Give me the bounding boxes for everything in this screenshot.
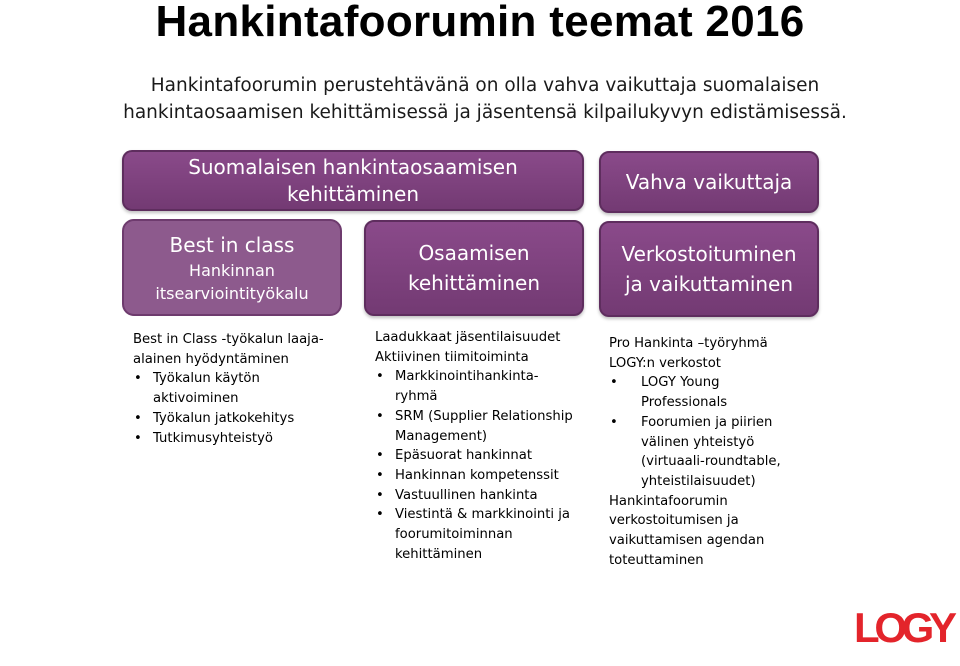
- list-item: • Vastuullinen hankinta: [375, 486, 595, 506]
- box-text-line-2: kehittäminen: [286, 181, 420, 206]
- list-item: • Viestintä & markkinointi ja foorumitoiminnan kehittäminen: [375, 505, 595, 564]
- column-outro-line-1: Hankintafoorumin: [609, 493, 728, 509]
- logy-logo: [854, 606, 958, 648]
- list-item: • LOGY Young Professionals: [609, 373, 781, 412]
- list-item: • Foorumien ja piirien välinen yhteistyö (virtuaali-roundtable, yhteistilaisuudet): [609, 413, 791, 492]
- box-sub-line-2: itsearviointityökalu: [155, 283, 309, 303]
- subtitle-line-2: hankintaosaamisen kehittämisessä ja jäsentensä kilpailukyvyn edistämisessä.: [123, 102, 847, 123]
- box-text-line-2: ja vaikuttaminen: [624, 272, 794, 296]
- bullet-list: [375, 367, 595, 564]
- logo-text: LOGY: [854, 606, 956, 648]
- column-osaamisen-kehittaminen: [375, 328, 595, 564]
- list-item: • Tutkimusyhteistyö: [133, 429, 333, 449]
- list-item: • SRM (Supplier Relationship Management): [375, 407, 595, 446]
- box-text: Vahva vaikuttaja: [625, 170, 793, 194]
- column-intro-line-2: Aktiivinen tiimitoiminta: [375, 349, 529, 365]
- box-sub-line-1: Hankinnan: [189, 260, 275, 280]
- list-item: • Työkalun jatkokehitys: [133, 409, 333, 429]
- box-text-line-1: Osaamisen: [418, 241, 530, 265]
- box-verkostoituminen: [599, 221, 819, 317]
- column-intro-line-2: alainen hyödyntäminen: [133, 351, 289, 367]
- box-osaamisen-kehittaminen: [364, 220, 584, 316]
- list-item: • Markkinointihankinta-ryhmä: [375, 367, 565, 406]
- column-verkostoituminen: [609, 334, 814, 570]
- subtitle-line-1: Hankintafoorumin perustehtävänä on olla vahva vaikuttaja suomalaisen: [150, 75, 820, 96]
- box-text-line-1: Verkostoituminen: [621, 242, 797, 266]
- box-text-line-2: kehittäminen: [407, 271, 541, 295]
- column-outro-line-2: verkostoitumisen ja: [609, 513, 739, 529]
- column-intro-line-1: Best in Class -työkalun laaja-: [133, 332, 324, 347]
- bullet-list: [133, 369, 333, 448]
- box-vahva-vaikuttaja: [599, 151, 819, 213]
- list-item: • Epäsuorat hankinnat: [375, 446, 595, 466]
- box-best-in-class: [122, 219, 342, 316]
- box-text-line-1: Suomalaisen hankintaosaamisen: [188, 154, 518, 179]
- column-intro-line-2: LOGY:n verkostot: [609, 355, 721, 371]
- slide-subtitle: [105, 72, 865, 126]
- column-best-in-class: [133, 330, 333, 448]
- bullet-list: [609, 373, 814, 491]
- column-outro-line-4: toteuttaminen: [609, 552, 704, 568]
- slide-title: Hankintafoorumin teemat 2016: [155, 0, 805, 46]
- list-item: • Työkalun käytön aktivoiminen: [133, 369, 333, 408]
- box-suomalaisen-hankintaosaamisen: [122, 150, 584, 211]
- column-outro-line-3: vaikuttamisen agendan: [609, 533, 765, 549]
- box-title: Best in class: [169, 232, 295, 257]
- column-intro-line-1: Laadukkaat jäsentilaisuudet: [375, 330, 561, 345]
- list-item: • Hankinnan kompetenssit: [375, 466, 595, 486]
- column-intro-line-1: Pro Hankinta –työryhmä: [609, 336, 768, 351]
